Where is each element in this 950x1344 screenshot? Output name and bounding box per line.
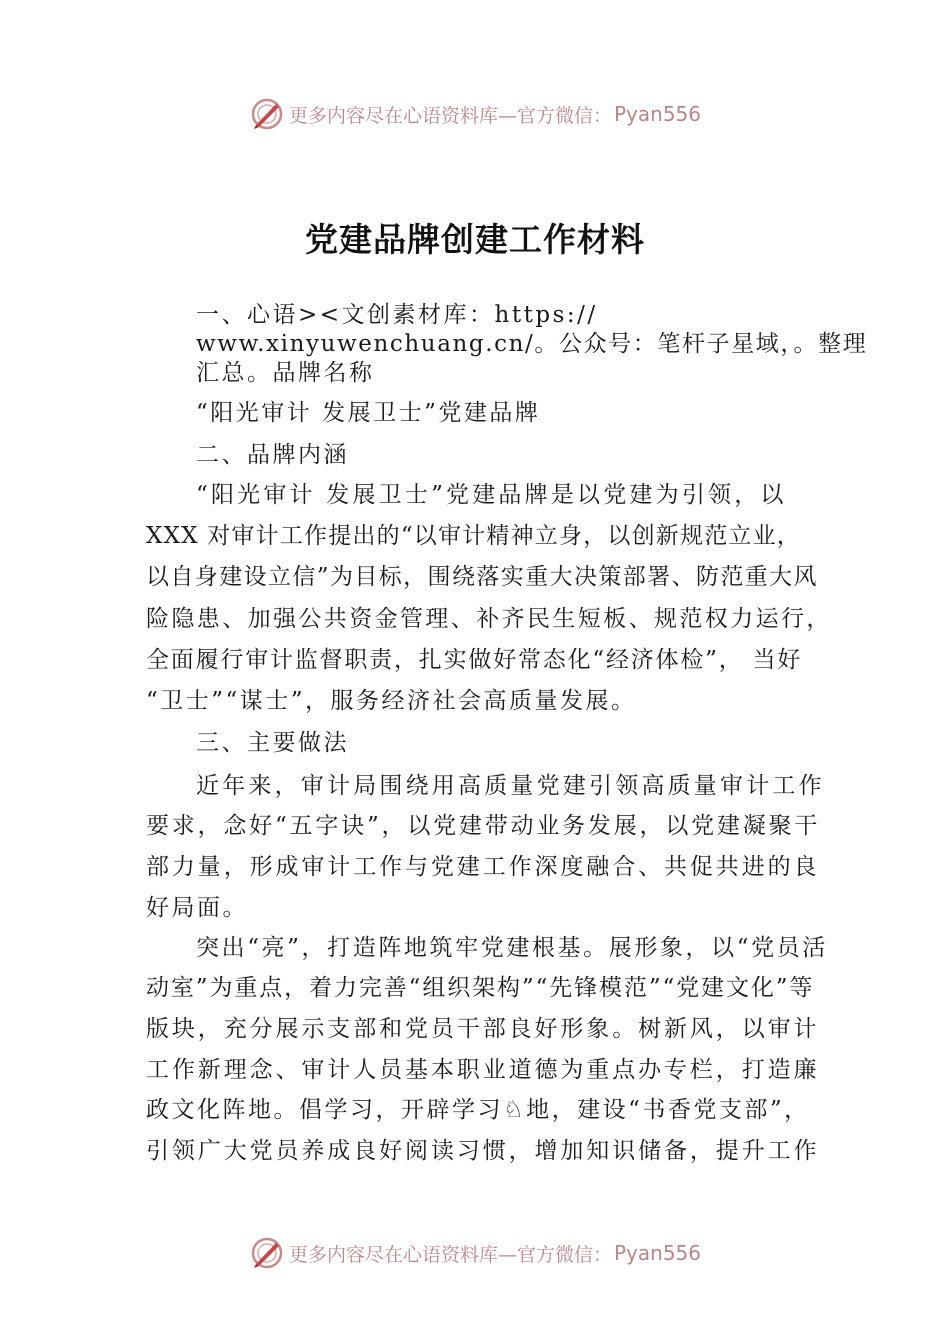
section-heading: 三、主要做法 xyxy=(196,730,349,756)
banner-text: 更多内容尽在心语资料库—官方微信： xyxy=(288,1243,612,1266)
text-line: “阳光审计 发展卫士”党建品牌 xyxy=(196,400,541,426)
text-line: 全面履行审计监督职责，扎实做好常态化“经济体检”， 当好 xyxy=(146,647,803,673)
pen-logo-icon xyxy=(249,96,285,132)
text-line: 一、心语><文创素材库：https:// xyxy=(196,302,598,328)
text-line: “阳光审计 发展卫士”党建品牌是以党建为引领，以 xyxy=(196,482,787,508)
text-line: 险隐患、加强公共资金管理、补齐民生短板、规范权力运行， xyxy=(146,606,832,632)
text-line: 动室”为重点，着力完善“组织架构”“先锋模范”“党建文化”等 xyxy=(146,975,815,1001)
document-title: 党建品牌创建工作材料 xyxy=(305,220,645,259)
text-line: 部力量，形成审计工作与党建工作深度融合、共促共进的良 xyxy=(146,854,820,880)
text-line: 好局面。 xyxy=(146,895,248,921)
text-line: 政文化阵地。倡学习，开辟学习♘地，建设“书香党支部”， xyxy=(146,1097,810,1123)
footer-watermark-banner xyxy=(0,1233,950,1273)
header-watermark-banner xyxy=(0,94,950,134)
banner-wechat-id: Pyan556 xyxy=(614,1241,702,1265)
pen-logo-icon xyxy=(249,1235,285,1271)
text-line: 引领广大党员养成良好阅读习惯，增加知识储备，提升工作 xyxy=(146,1138,820,1164)
section-heading: 二、品牌内涵 xyxy=(196,442,349,468)
text-line: “卫士”“谋士”，服务经济社会高质量发展。 xyxy=(146,688,637,714)
text-line: www.xinyuwenchuang.cn/。公众号：笔杆子星域，。整理 xyxy=(196,331,868,357)
text-line: 版块，充分展示支部和党员干部良好形象。树新风，以审计 xyxy=(146,1016,820,1042)
text-line: 汇总。品牌名称 xyxy=(196,360,375,386)
text-line: XXX 对审计工作提出的“以审计精神立身，以创新规范立业， xyxy=(146,523,801,549)
text-line: 以自身建设立信”为目标，围绕落实重大决策部署、防范重大风 xyxy=(146,564,818,590)
banner-text: 更多内容尽在心语资料库—官方微信： xyxy=(288,104,612,127)
text-line: 工作新理念、审计人员基本职业道德为重点办专栏，打造廉 xyxy=(146,1057,820,1083)
banner-wechat-id: Pyan556 xyxy=(614,102,702,126)
text-line: 要求，念好“五字诀”，以党建带动业务发展，以党建凝聚干 xyxy=(146,813,821,839)
text-line: 近年来，审计局围绕用高质量党建引领高质量审计工作 xyxy=(196,773,825,799)
text-line: 突出“亮”，打造阵地筑牢党建根基。展形象，以“党员活 xyxy=(196,935,828,961)
